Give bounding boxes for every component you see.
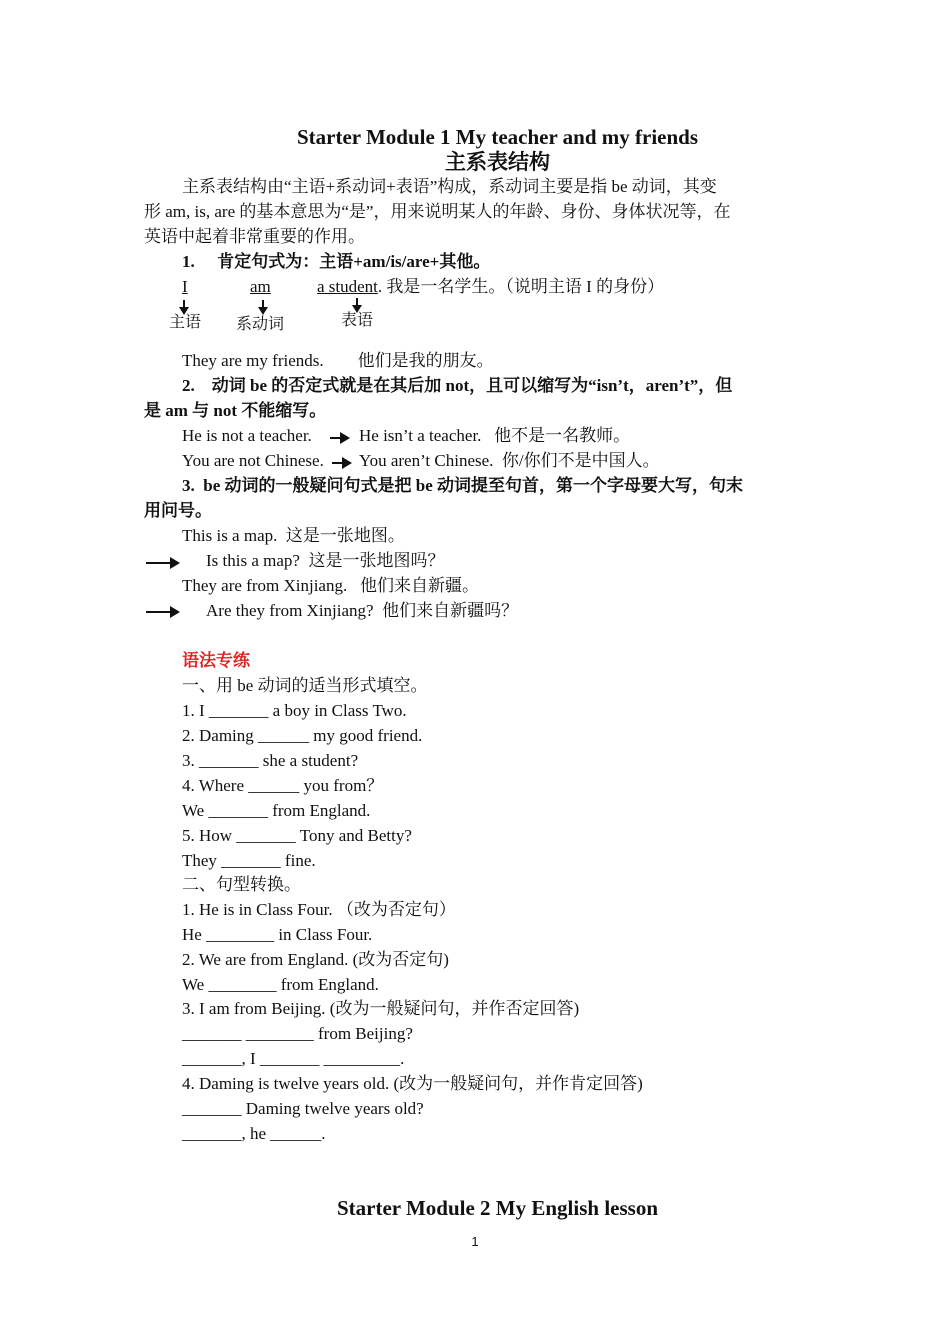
section-subtitle: 主系表结构 (445, 150, 550, 174)
next-module-title: Starter Module 2 My English lesson (336, 1196, 659, 1220)
exercise-item: 1. He is in Class Four. （改为否定句） (182, 900, 456, 919)
exercise-item: _______ ________ from Beijing? (182, 1024, 413, 1043)
exercise-item: 4. Where ______ you from？ (182, 776, 384, 795)
practice-part-2-title: 二、句型转换。 (182, 875, 301, 894)
rule-1-heading (182, 249, 490, 274)
intro-line-2: 形 am, is, are 的基本意思为“是”，用来说明某人的年龄、身份、身体状况等，在 (144, 202, 731, 221)
label-predicative: 表语 (341, 312, 374, 329)
arrow-right-icon (146, 606, 180, 618)
arrow-right-icon (146, 557, 180, 569)
exercise-item: They _______ fine. (182, 851, 316, 870)
rule-3-example-1-question: Is this a map? 这是一张地图吗？ (206, 551, 445, 570)
exercise-item: 3. I am from Beijing. (改为一般疑问句，并作否定回答) (182, 999, 580, 1018)
rule-3-example-1: This is a map. 这是一张地图。 (182, 526, 405, 545)
arrow-right-icon (330, 432, 350, 444)
exercise-item: 1. I _______ a boy in Class Two. (182, 701, 407, 720)
rule-2-example-1-to: He isn’t a teacher. 他不是一名教师。 (359, 426, 631, 445)
exercise-item: We ________ from England. (182, 975, 379, 994)
rule-3-line-1: 3. be 动词的一般疑问句式是把 be 动词提至句首，第一个字母要大写，句末 (182, 476, 743, 495)
exercise-item: He ________ in Class Four. (182, 925, 373, 944)
rule-1-text: 肯定句式为：主语+am/is/are+其他。 (217, 252, 491, 271)
example-verb: am (250, 277, 271, 296)
exercise-item: 5. How _______ Tony and Betty? (182, 826, 412, 845)
intro-line-3: 英语中起着非常重要的作用。 (144, 227, 365, 246)
exercise-item: _______, he ______. (182, 1124, 326, 1143)
example-predicative: a student (317, 277, 378, 296)
rule-3-example-2: They are from Xinjiang. 他们来自新疆。 (182, 576, 479, 595)
rule-2-example-1-from: He is not a teacher. (182, 426, 312, 445)
example-predicative-line (317, 274, 664, 299)
rule-2-example-2-to: You aren’t Chinese. 你/你们不是中国人。 (359, 451, 660, 470)
label-subject: 主语 (169, 314, 202, 331)
rule-3-example-2-question: Are they from Xinjiang? 他们来自新疆吗？ (206, 601, 519, 620)
label-verb: 系动词 (236, 316, 285, 333)
exercise-item: 2. Daming ______ my good friend. (182, 726, 423, 745)
intro-line-1: 主系表结构由“主语+系动词+表语”构成，系动词主要是指 be 动词，其变 (182, 177, 717, 196)
exercise-item: 2. We are from England. (改为否定句) (182, 950, 449, 969)
example-subject: I (182, 277, 188, 296)
arrow-right-icon (332, 457, 352, 469)
rule-1-example-2: They are my friends. 他们是我的朋友。 (182, 351, 494, 370)
rule-1-number: 1. (182, 252, 195, 271)
exercise-item: _______ Daming twelve years old? (182, 1099, 424, 1118)
exercise-item: We _______ from England. (182, 801, 371, 820)
page-title: Starter Module 1 My teacher and my friends (296, 125, 699, 149)
page-number: 1 (471, 1234, 479, 1249)
example-rest: . 我是一名学生。（说明主语 I 的身份） (377, 277, 665, 296)
exercise-item: _______, I _______ _________. (182, 1049, 405, 1068)
rule-3-line-2: 用问号。 (144, 501, 212, 520)
exercise-item: 4. Daming is twelve years old. (改为一般疑问句，并作肯定回答) (182, 1074, 643, 1093)
practice-heading: 语法专练 (182, 651, 250, 670)
exercise-item: 3. _______ she a student? (182, 751, 359, 770)
rule-2-line-2: 是 am 与 not 不能缩写。 (144, 401, 327, 420)
rule-2-line-1: 2. 动词 be 的否定式就是在其后加 not，且可以缩写为“isn’t，aren’t”，但 (182, 376, 733, 395)
practice-part-1-title: 一、用 be 动词的适当形式填空。 (182, 676, 428, 695)
rule-2-example-2-from: You are not Chinese. (182, 451, 324, 470)
